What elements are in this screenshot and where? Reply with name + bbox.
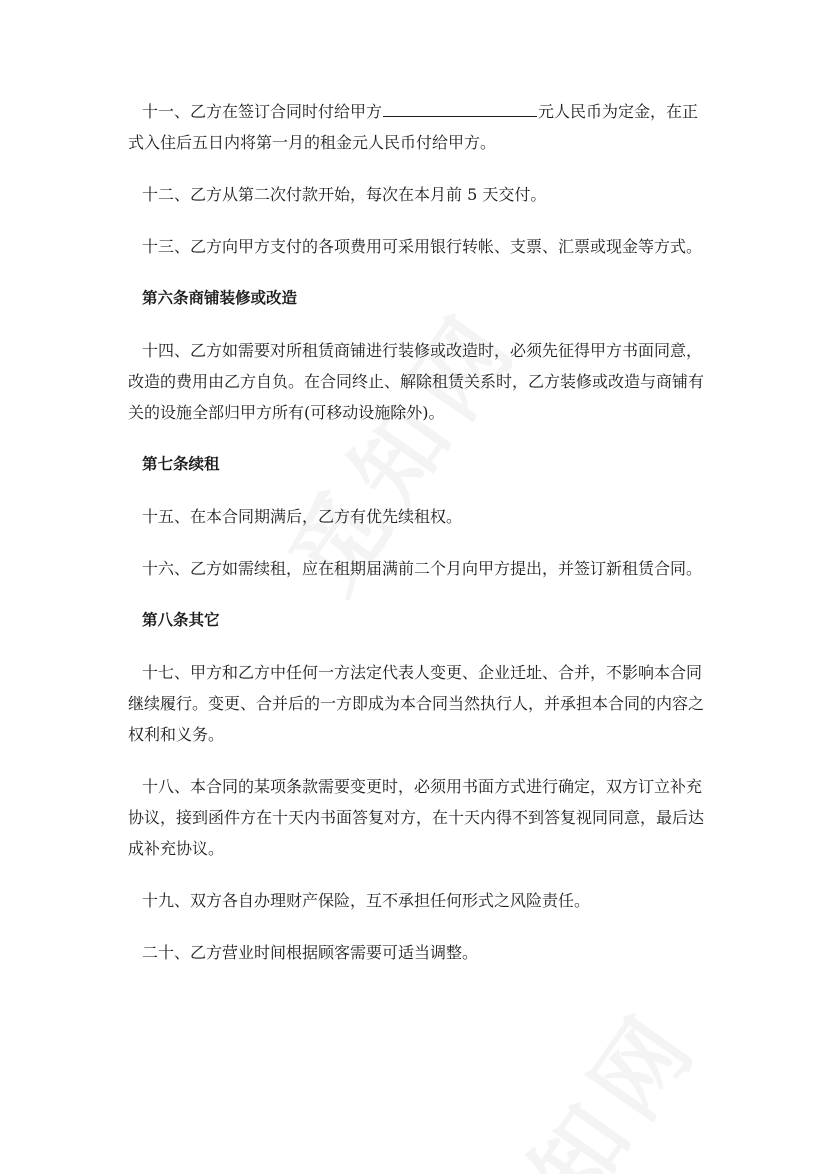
clause-11-prefix: 十一、乙方在签订合同时付给甲方 [142,102,383,121]
clause-19 [128,885,708,916]
clause-13-text: 十三、乙方向甲方支付的各项费用可采用银行转帐、支票、汇票或现金等方式。 [142,237,703,256]
watermark-text [434,978,725,1174]
clause-19-text: 十九、双方各自办理财产保险，互不承担任何形式之风险责任。 [142,891,591,910]
clause-11-suffix: 元人民币为定金，在正式入住后五日内将第一月的租金元人民币付给甲方。 [128,102,699,152]
clause-13 [128,231,708,262]
clause-14-text: 十四、乙方如需要对所租赁商铺进行装修或改造时，必须先征得甲方书面同意，改造的费用由乙方自负。在合同终止、解除租赁关系时，乙方装修或改造与商铺有关的设施全部归甲方所有(可移动设施除外)。 [128,341,705,422]
clause-18-text: 十八、本合同的某项条款需要变更时，必须用书面方式进行确定，双方订立补充协议，接到函件方在十天内书面答复对方，在十天内得不到答复视同同意，最后达成补充协议。 [128,777,705,858]
clause-11 [128,96,708,158]
clause-16-text: 十六、乙方如需续租，应在租期届满前二个月向甲方提出，并签订新租赁合同。 [142,559,703,578]
clause-20-text: 二十、乙方营业时间根据顾客需要可适当调整。 [142,943,479,962]
clause-20 [128,937,708,968]
clause-15-text: 十五、在本合同期满后，乙方有优先续租权。 [142,507,463,526]
deposit-amount-blank [383,98,537,117]
document-body [128,96,708,989]
clause-17-text: 十七、甲方和乙方中任何一方法定代表人变更、企业迁址、合并，不影响本合同继续履行。变更、合并后的一方即成为本合同当然执行人，并承担本合同的内容之权利和义务。 [128,663,705,744]
section-7-heading: 第七条续租 [142,455,220,473]
clause-16 [128,553,708,584]
section-8-heading: 第八条其它 [142,611,220,629]
clause-14 [128,335,708,428]
section-6-heading: 第六条商铺装修或改造 [142,289,298,307]
clause-15 [128,501,708,532]
clause-17 [128,657,708,750]
clause-12 [128,179,708,210]
clause-12-text: 十二、乙方从第二次付款开始，每次在本月前 5 天交付。 [142,185,547,204]
clause-18 [128,771,708,864]
